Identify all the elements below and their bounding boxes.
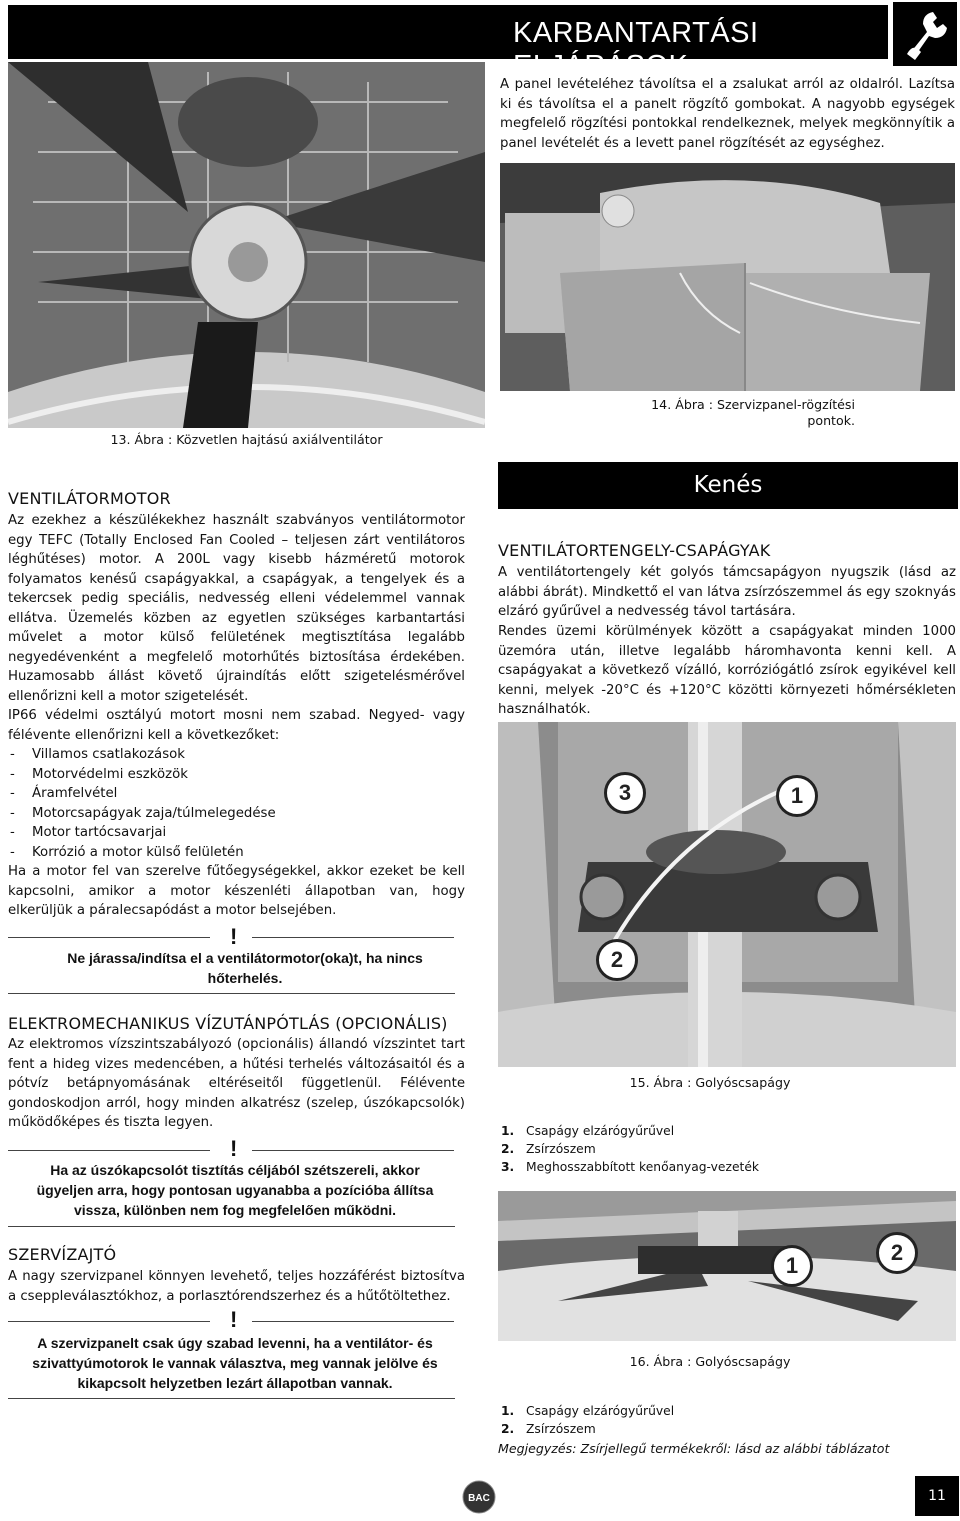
ventilatormotor-paragraph-1: Az ezekhez a készülékekhez használt szabványos ventilátormotor egy TEFC (Totally Enclosed Fan Cooled – teljesen zárt ventilátoros léghűtéses) motor. A 200L vagy kisebb házméretű motorok folyamatos kenésű csapágyakkal, a csapágyak, a tengelyek és a tekercsek pedig speciális, nedvesség elleni védelemmel vannak ellátva. Üzemelés közben az egyetlen szükséges karbantartási művelet a motor külső felületének megtisztítása legalább negyedévenként a megfelelő motorhűtés biztosítása érdekében. Huzamosabb állást követő újraindítás előtt szigetelésmérővel ellenőrizni kell a motor szigetelését.	[8, 513, 465, 704]
fig14-caption: 14. Ábra : Szervizpanel-rögzítési pontok.	[651, 397, 855, 428]
ventilatormotor-title: VENTILÁTORMOTOR	[8, 489, 171, 508]
wrench-hand-icon	[893, 2, 957, 66]
callout-badge-1: 1	[776, 775, 818, 817]
list-item: - Korrózió a motor külső felületén	[8, 843, 465, 863]
warning-exclamation-icon: !	[230, 1307, 238, 1332]
elektro-paragraph: Az elektromos vízszintszabályozó (opcionális) állandó vízszintet tart fent a hideg vizes medencében, a hűtési terhelés változásaitól és a pótvíz betápnyomásának eltéréseitől függetlenül. Félévente gondoskodjon arról, hogy minden alkatrész (szelep, úszókapcsolók) működőképes és tiszta legyen.	[8, 1037, 465, 1130]
warning-divider	[8, 1321, 210, 1322]
kenes-title: VENTILÁTORTENGELY-CSAPÁGYAK	[498, 541, 771, 560]
warning-divider	[8, 1226, 455, 1227]
kenes-paragraph-2: Rendes üzemi körülmények között a csapágyakat minden 1000 üzemóra után, illetve legalább háromhavonta kenni kell. A csapágyakat a következő vízálló, korróziógátló zsírok egyikével kell kenni, melyek -20°C és +120°C közötti környezeti hőmérsékleten használhatók.	[498, 624, 956, 717]
fig14-photo	[500, 163, 955, 391]
intro-paragraph: A panel levételéhez távolítsa el a zsalukat arról az oldalról. Lazítsa ki és távolítsa el a panelt rögzítő gombokat. A nagyobb egységek megfelelő rögzítési pontokkal rendelkeznek, melyek megkönnyítik a panel levételét és a levett panel rögzítését az egységhez.	[500, 77, 955, 151]
ventilatormotor-warning: Ne járassa/indítsa el a ventilátormotor(oka)t, ha nincs hőterhelés.	[67, 950, 423, 986]
fig15-caption: 15. Ábra : Golyóscsapágy	[629, 1075, 791, 1090]
fig15-legend	[501, 1122, 956, 1176]
ventilatormotor-paragraph-2: IP66 védelmi osztályú motort mosni nem szabad. Negyed- vagy félévente ellenőrizni kell a következőket:	[8, 708, 465, 743]
list-item: - Villamos csatlakozások	[8, 745, 465, 765]
warning-divider	[252, 937, 454, 938]
callout-badge-1: 1	[771, 1245, 813, 1287]
list-item: 2. Zsírzószem	[501, 1422, 596, 1436]
elektro-title: ELEKTROMECHANIKUS VÍZUTÁNPÓTLÁS (OPCIONÁLIS)	[8, 1014, 448, 1033]
callout-badge-2: 2	[596, 939, 638, 981]
szervizajto-title: SZERVÍZAJTÓ	[8, 1245, 117, 1264]
kenes-paragraph-1: A ventilátortengely két golyós támcsapágyon nyugszik (lásd az alábbi ábrát). Mindkettő el van látva zsírzószemmel ás egy szoknyás elzáró gyűrűvel a nedvesség távol tartására.	[498, 565, 956, 619]
list-item: - Motorvédelmi eszközök	[8, 765, 465, 785]
page-title: KARBANTARTÁSI ELJÁRÁSOK	[513, 17, 759, 82]
ventilatormotor-paragraph-3: Ha a motor fel van szerelve fűtőegységekkel, akkor ezeket be kell kapcsolni, amikor a motor készenléti állapotban van, hogy elkerüljük a páralecsapódást a motor belsejében.	[8, 864, 465, 918]
list-item: 3. Meghosszabbított kenőanyag-vezeték	[501, 1160, 760, 1174]
warning-divider	[8, 937, 210, 938]
fig15-photo	[498, 722, 956, 1067]
bac-logo	[462, 1480, 496, 1514]
warning-divider	[252, 1150, 454, 1151]
ventilatormotor-checklist	[8, 745, 465, 862]
warning-divider	[8, 1150, 210, 1151]
warning-exclamation-icon: !	[230, 1136, 238, 1161]
szervizajto-paragraph: A nagy szervizpanel könnyen levehető, teljes hozzáférést biztosítva a cseppleválasztókhoz, a porlasztórendszerhez és a hűtőtöltethez.	[8, 1269, 465, 1304]
list-item: - Motorcsapágyak zaja/túlmelegedése	[8, 804, 465, 824]
page-number: 11	[915, 1476, 959, 1516]
list-item: - Áramfelvétel	[8, 784, 465, 804]
fig13-caption: 13. Ábra : Közvetlen hajtású axiálventilátor	[110, 432, 383, 447]
svg-text:BAC: BAC	[468, 1493, 490, 1504]
elektro-warning: Ha az úszókapcsolót tisztítás céljából szétszereli, akkor ügyeljen arra, hogy pontosan ugyanabba a pozícióba állítsa vissza, különben nem fog megfelelően működni.	[36, 1162, 434, 1218]
szervizajto-warning: A szervizpanelt csak úgy szabad levenni, ha a ventilátor- és szivattyúmotorok le vannak választva, meg vannak jelölve és kikapcsolt helyzetben lezárt állapotban vannak.	[32, 1335, 438, 1391]
warning-divider	[8, 1398, 455, 1399]
callout-badge-3: 3	[604, 772, 646, 814]
header-bar	[8, 5, 888, 82]
list-item: 1. Csapágy elzárógyűrűvel	[501, 1404, 675, 1418]
warning-exclamation-icon: !	[230, 924, 238, 949]
callout-badge-2: 2	[876, 1232, 918, 1274]
warning-divider	[252, 1321, 454, 1322]
fig16-note: Megjegyzés: Zsírjellegű termékekről: lásd az alábbi táblázatot	[498, 1441, 890, 1456]
fig13-photo	[8, 62, 485, 428]
warning-divider	[8, 993, 455, 994]
list-item: 2. Zsírzószem	[501, 1142, 596, 1156]
fig16-caption: 16. Ábra : Golyóscsapágy	[629, 1354, 791, 1369]
list-item: 1. Csapágy elzárógyűrűvel	[501, 1124, 675, 1138]
kenes-banner: Kenés	[498, 462, 958, 509]
list-item: - Motor tartócsavarjai	[8, 823, 465, 843]
fig16-legend	[501, 1402, 956, 1438]
